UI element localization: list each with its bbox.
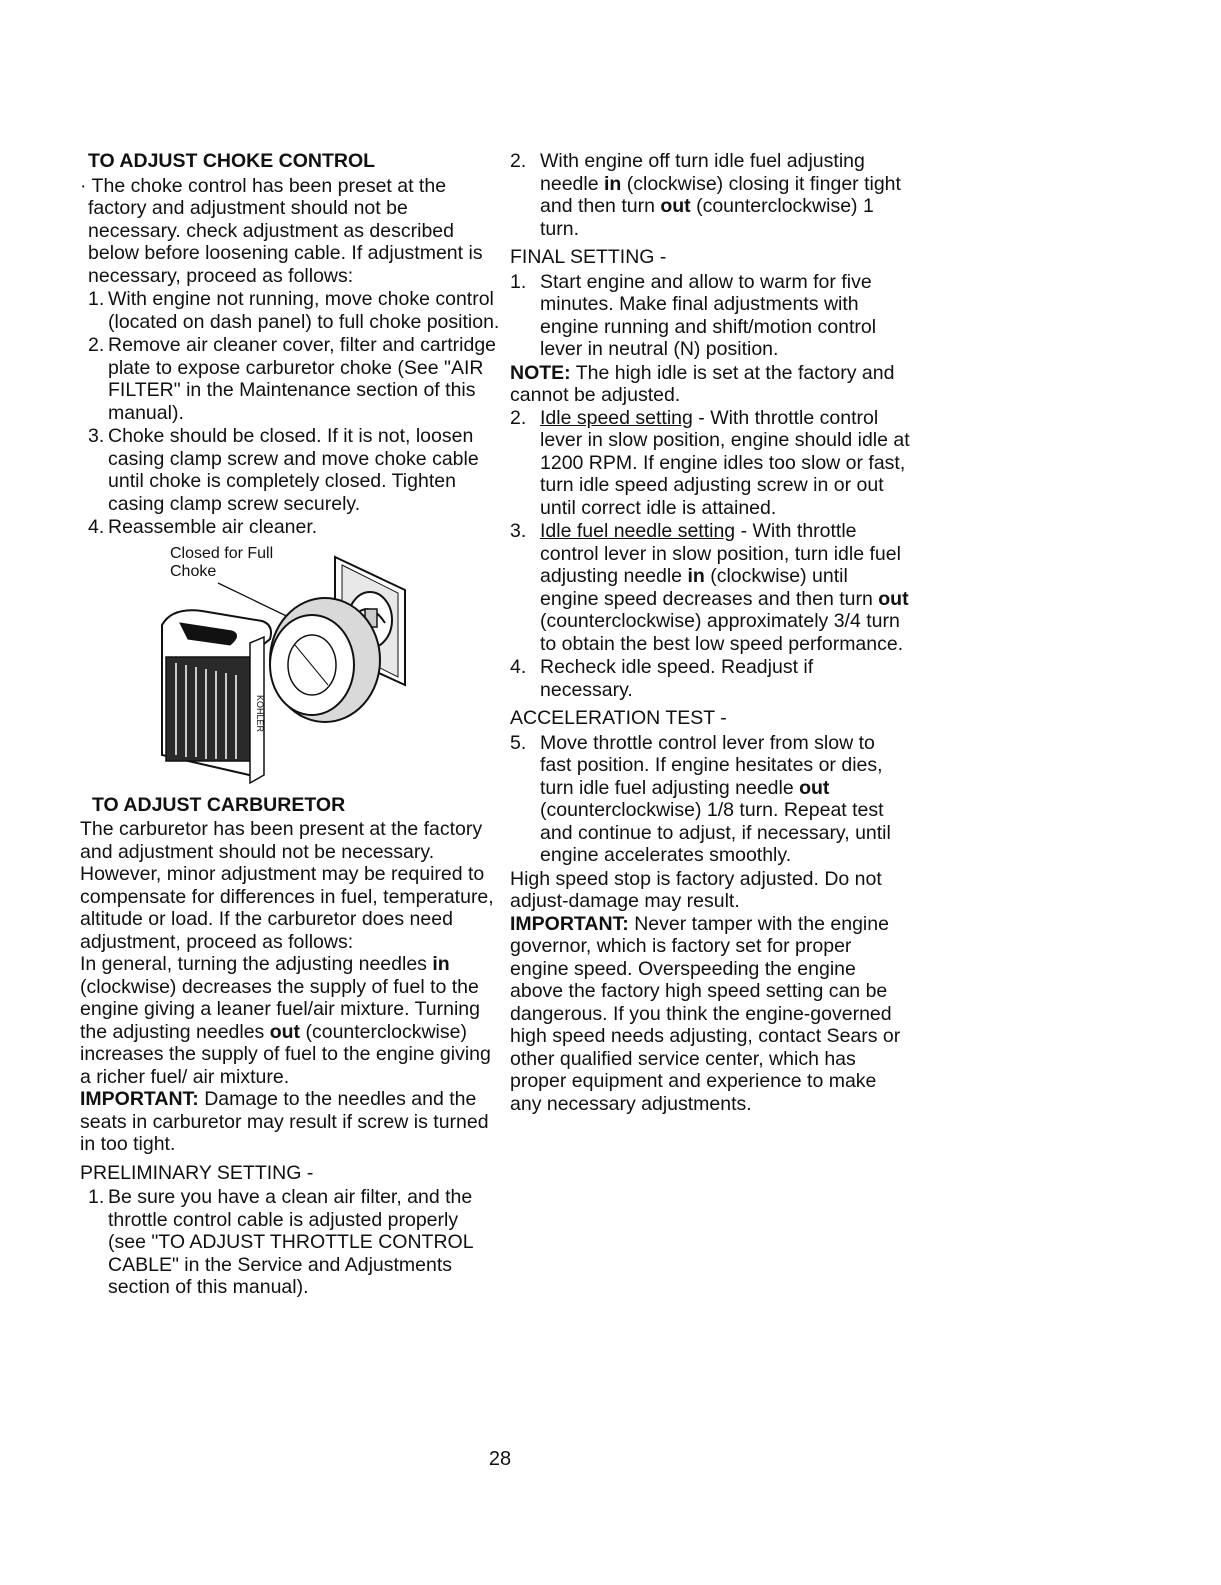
list-item: [80, 425, 500, 515]
page-number: 28: [488, 1448, 512, 1470]
text-run: In general, turning the adjusting needles: [80, 953, 433, 975]
list-item: [80, 1186, 500, 1299]
text-run: - With throttle control lever in slow position, turn idle fuel adjusting needle: [540, 520, 901, 587]
text-run: (clockwise) until engine speed decreases and then turn: [540, 565, 879, 610]
step-text: Be sure you have a clean air filter, and the throttle control cable is adjusted properly (see "TO ADJUST THROTTLE CONTROL CABLE" in the Service and Adjustments section of this manual).: [108, 1186, 473, 1298]
brand-lettering: KOHLER: [255, 694, 265, 732]
underlined-term: Idle speed setting: [540, 406, 693, 429]
step-number: 3.: [88, 425, 105, 447]
figure-callout-label: Closed for Full Choke: [170, 544, 274, 580]
final-setting-heading: FINAL SETTING -: [510, 246, 667, 268]
acceleration-test-heading: ACCELERATION TEST -: [510, 707, 727, 729]
step-number: 4.: [88, 516, 105, 538]
text-run: (counterclockwise) approximately 3/4 turn to obtain the best low speed performance.: [540, 610, 904, 655]
emphasis-out: out: [660, 195, 691, 217]
text-run: (clockwise) closing it finger tight and then turn: [540, 172, 901, 217]
list-item: [80, 288, 500, 333]
text-run: (counterclockwise) increases the supply of fuel to the engine giving a richer fuel/ air mixture.: [80, 1020, 491, 1088]
emphasis-out: out: [878, 587, 909, 610]
high-speed-note: High speed stop is factory adjusted. Do not adjust-damage may result.: [510, 867, 882, 912]
carburetor-intro: The carburetor has been present at the factory and adjustment should not be necessary. However, minor adjustment may be required to compensate for differences in fuel, temperature, altitude or load. If the carburetor does need adjustment, proceed as follows:: [80, 818, 494, 953]
choke-intro: · The choke control has been preset at the factory and adjustment should not be necessary. check adjustment as described below before loosening cable. If adjustment is necessary, proceed as follows:: [80, 174, 483, 287]
important-warning: [510, 913, 910, 1116]
note: [510, 362, 910, 407]
text-run: - With throttle control lever in slow position, engine should idle at 1200 RPM. If engine idles too slow or fast, turn idle speed adjusting screw in or out until correct idle is attained.: [540, 406, 910, 519]
list-item: [80, 334, 500, 424]
step-number: 2.: [88, 334, 105, 356]
important-warning: [80, 1088, 500, 1156]
note-label: NOTE:: [510, 361, 571, 384]
preliminary-heading: PRELIMINARY SETTING -: [80, 1161, 314, 1184]
right-column: [510, 150, 910, 1115]
step-number: 2.: [510, 406, 527, 429]
air-cleaner-choke-illustration: [80, 545, 440, 790]
important-label: IMPORTANT:: [80, 1088, 199, 1110]
list-item: [510, 520, 910, 655]
step-text: Choke should be closed. If it is not, loosen casing clamp screw and move choke cable until choke is completely closed. Tighten casing clamp screw securely.: [108, 425, 479, 515]
carburetor-general: [80, 953, 500, 1088]
list-item: [510, 407, 910, 520]
list-item: [510, 150, 910, 240]
important-text: Never tamper with the engine governor, which is factory set for proper engine speed. Overspeeding the engine above the factory high speed setting can be dangerous. If you think the engine-governed high speed needs adjusting, contact Sears or other qualified service center, which has proper equipment and experience to make any necessary adjustments.: [510, 912, 901, 1115]
list-item: [510, 732, 910, 867]
emphasis-out: out: [269, 1020, 301, 1043]
underlined-term: Idle fuel needle setting: [540, 520, 736, 542]
step-number: 1.: [510, 270, 527, 293]
choke-steps: [80, 288, 500, 539]
text-run: (clockwise) decreases the supply of fuel to the engine giving a leaner fuel/air mixture. Turning the adjusting needles: [80, 975, 480, 1043]
emphasis-out: out: [799, 776, 830, 799]
step-text: [540, 732, 910, 867]
step-number: 1.: [88, 288, 105, 310]
important-label: IMPORTANT:: [510, 912, 629, 935]
text-run: Move throttle control lever from slow to fast position. If engine hesitates or dies, turn idle fuel adjusting needle: [540, 731, 883, 799]
text-run: With engine off turn idle fuel adjusting needle: [540, 150, 865, 195]
left-column: [80, 150, 500, 1300]
emphasis-in: in: [687, 565, 705, 587]
step-text: With engine not running, move choke control (located on dash panel) to full choke position.: [108, 288, 500, 333]
step-number: 2.: [510, 150, 527, 172]
step-text: Reassemble air cleaner.: [108, 516, 318, 538]
list-item: [510, 656, 910, 701]
emphasis-in: in: [432, 953, 450, 975]
list-item: [510, 271, 910, 361]
step-text: Recheck idle speed. Readjust if necessary.: [540, 656, 814, 701]
carburetor-heading: TO ADJUST CARBURETOR: [92, 793, 346, 816]
text-run: (counterclockwise) 1/8 turn. Repeat test and continue to adjust, if necessary, until engine accelerates smoothly.: [540, 799, 891, 866]
text-run: (counterclockwise) 1 turn.: [540, 195, 874, 240]
list-item: [80, 516, 500, 539]
step-text: Remove air cleaner cover, filter and cartridge plate to expose carburetor choke (See "AIR FILTER" in the Maintenance section of this manual).: [108, 334, 497, 424]
step-text: [540, 407, 910, 520]
step-text: [540, 520, 910, 655]
step-number: 1.: [88, 1186, 105, 1208]
step-text: [540, 150, 910, 240]
important-text: Damage to the needles and the seats in carburetor may result if screw is turned in too tight.: [80, 1088, 489, 1155]
air-cleaner-drawing: [80, 545, 440, 790]
choke-heading: TO ADJUST CHOKE CONTROL: [88, 150, 376, 172]
step-number: 5.: [510, 731, 527, 754]
step-number: 4.: [510, 656, 527, 678]
step-number: 3.: [510, 520, 527, 542]
step-text: Start engine and allow to warm for five minutes. Make final adjustments with engine running and shift/motion control lever in neutral (N) position.: [540, 270, 877, 360]
note-text: The high idle is set at the factory and cannot be adjusted.: [510, 361, 895, 406]
emphasis-in: in: [603, 172, 622, 195]
